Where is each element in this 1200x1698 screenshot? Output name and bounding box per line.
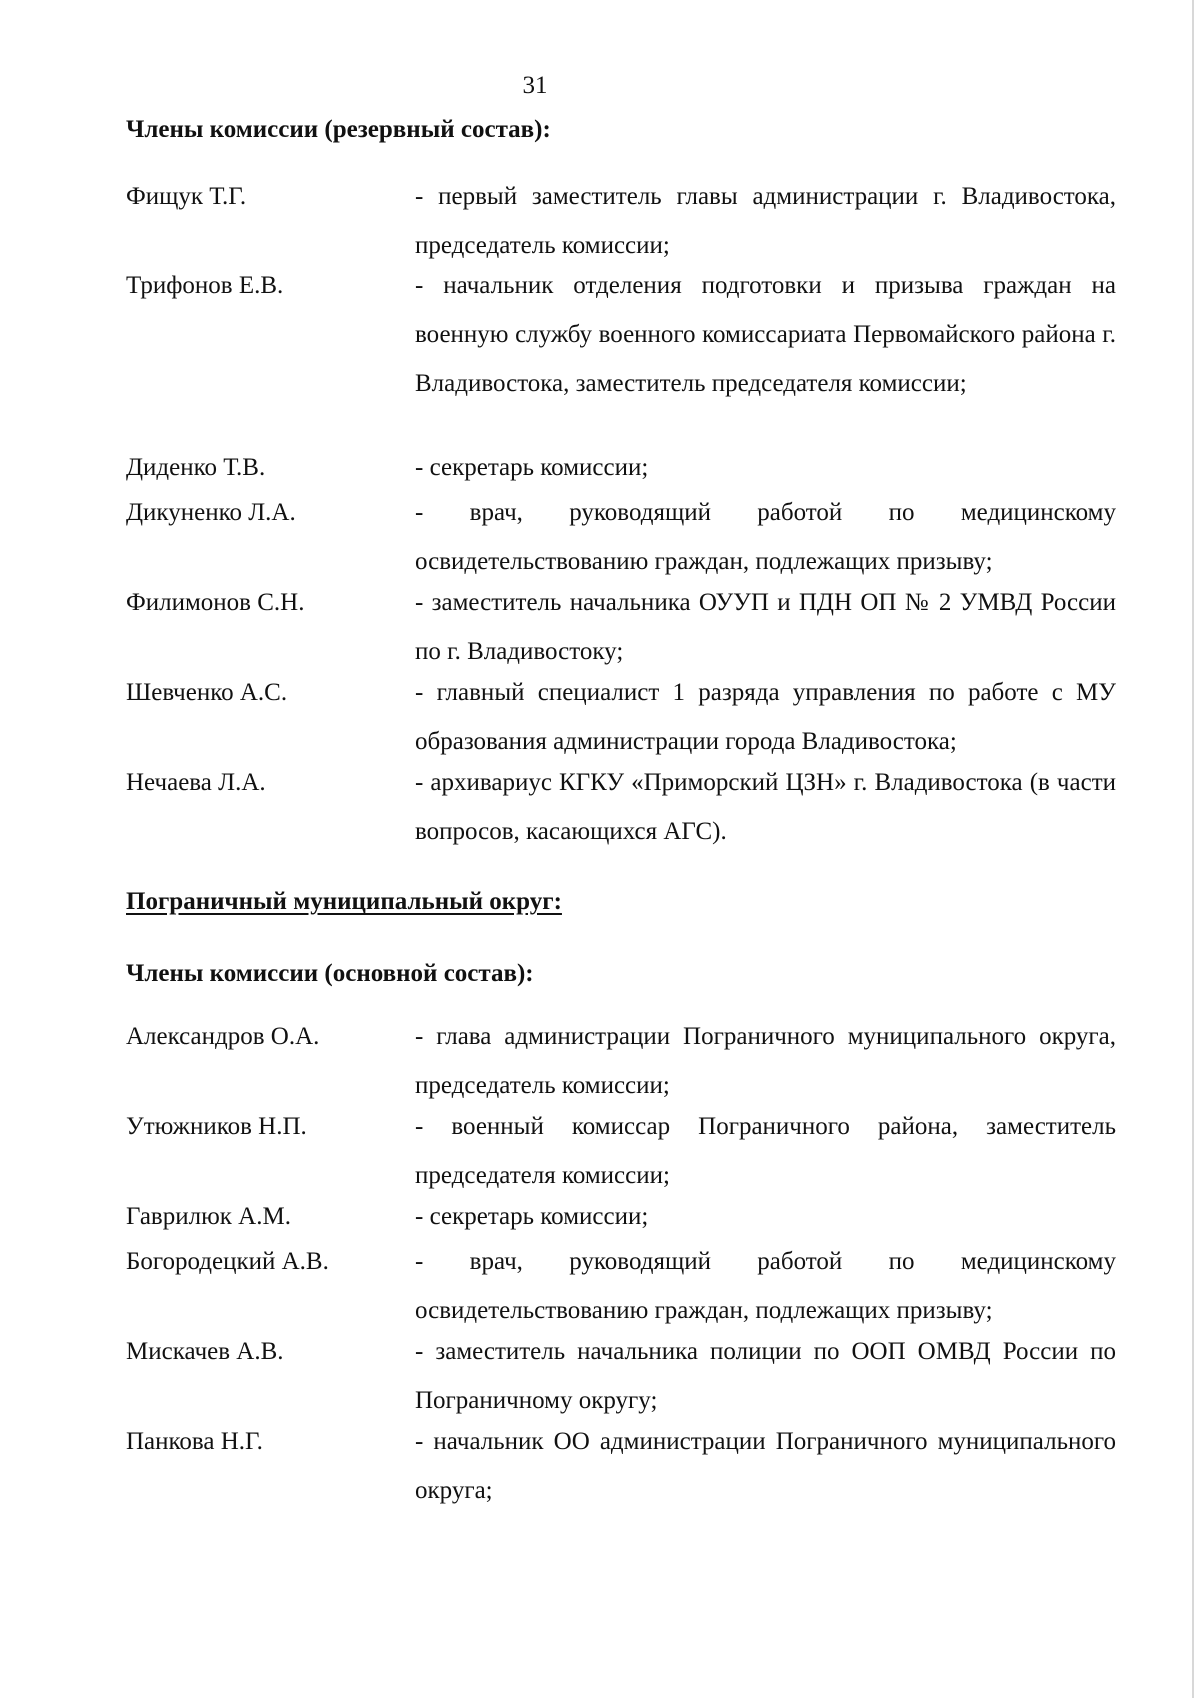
member-name: Фищук Т.Г.	[126, 183, 247, 210]
member-role: - начальник ОО администрации Пограничного муниципального округа;	[415, 1428, 1116, 1504]
member-name: Утюжников Н.П.	[126, 1113, 307, 1140]
section-heading-reserve: Члены комиссии (резервный состав):	[126, 116, 551, 143]
member-name: Гаврилюк А.М.	[126, 1203, 291, 1230]
member-role: - врач, руководящий работой по медицинскому освидетельствованию граждан, подлежащих призыву;	[415, 1248, 1116, 1324]
scan-edge-line	[1192, 0, 1194, 1698]
member-role: - секретарь комиссии;	[415, 454, 649, 481]
section-heading-main: Члены комиссии (основной состав):	[126, 960, 534, 987]
district-heading: Пограничный муниципальный округ:	[126, 888, 562, 915]
member-name: Шевченко А.С.	[126, 679, 288, 706]
member-name: Трифонов Е.В.	[126, 272, 284, 299]
member-name: Богородецкий А.В.	[126, 1248, 329, 1275]
member-name: Мискачев А.В.	[126, 1338, 284, 1365]
member-name: Филимонов С.Н.	[126, 589, 305, 616]
member-role: - первый заместитель главы администрации г. Владивостока, председатель комиссии;	[415, 183, 1116, 259]
member-name: Диденко Т.В.	[126, 454, 266, 481]
member-role: - начальник отделения подготовки и призыва граждан на военную службу военного комиссариата Первомайского района г. Владивостока, заместитель председателя комиссии;	[415, 272, 1116, 397]
member-role: - главный специалист 1 разряда управления по работе с МУ образования администрации города Владивостока;	[415, 679, 1116, 755]
member-role: - архивариус КГКУ «Приморский ЦЗН» г. Владивостока (в части вопросов, касающихся АГС).	[415, 769, 1116, 845]
member-role: - заместитель начальника ОУУП и ПДН ОП № 2 УМВД России по г. Владивостоку;	[415, 589, 1116, 665]
member-name: Нечаева Л.А.	[126, 769, 266, 796]
member-role: - военный комиссар Пограничного района, заместитель председателя комиссии;	[415, 1113, 1116, 1189]
member-name: Александров О.А.	[126, 1023, 320, 1050]
member-role: - глава администрации Пограничного муниципального округа, председатель комиссии;	[415, 1023, 1116, 1099]
page-number: 31	[522, 72, 548, 99]
member-name: Дикуненко Л.А.	[126, 499, 296, 526]
member-name: Панкова Н.Г.	[126, 1428, 263, 1455]
member-role: - секретарь комиссии;	[415, 1203, 649, 1230]
member-role: - заместитель начальника полиции по ООП ОМВД России по Пограничному округу;	[415, 1338, 1116, 1414]
member-role: - врач, руководящий работой по медицинскому освидетельствованию граждан, подлежащих призыву;	[415, 499, 1116, 575]
